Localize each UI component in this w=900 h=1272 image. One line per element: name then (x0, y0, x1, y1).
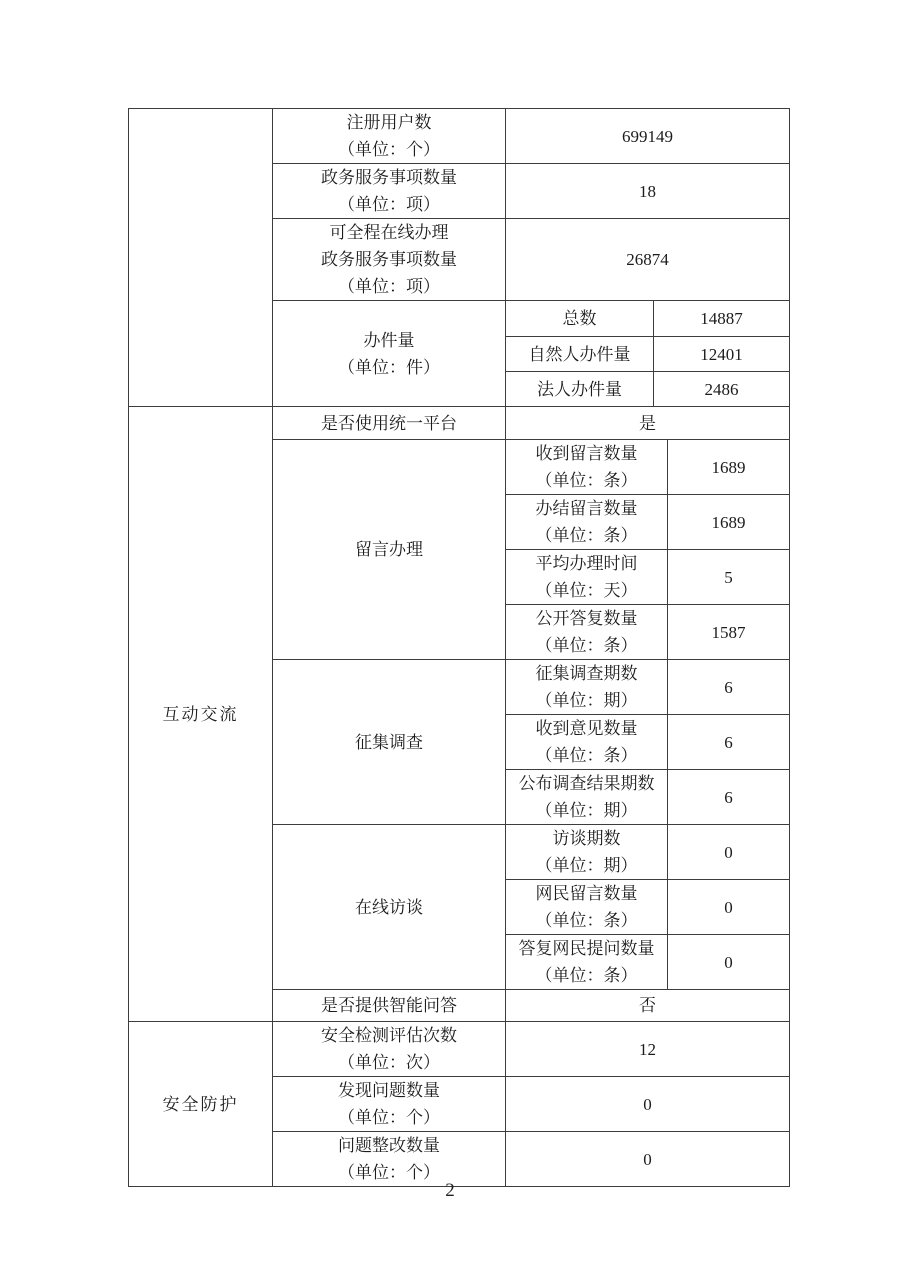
value-messages-received: 1689 (668, 440, 790, 495)
section-header-security: 安全防护 (129, 1022, 273, 1187)
label-line: 访谈期数 (552, 829, 621, 848)
label-unit-line: （单位：件） (338, 357, 440, 377)
label-line: 可全程在线办理 (329, 223, 449, 242)
label-line: 注册用户数 (346, 113, 432, 132)
sublabel-interview-issues (506, 825, 668, 880)
value-unified-platform: 是 (506, 407, 790, 440)
label-unified-platform: 是否使用统一平台 (273, 407, 506, 440)
label-line: 发现问题数量 (338, 1081, 440, 1100)
label-unit-line: （单位：条） (535, 636, 638, 655)
label-message-handling: 留言办理 (273, 440, 506, 660)
value-legal-person: 2486 (654, 372, 790, 407)
sublabel-average-handling-time (506, 550, 668, 605)
label-line: 答复网民提问数量 (518, 939, 655, 958)
label-unit-line: （单位：次） (338, 1053, 440, 1072)
value-average-handling-time: 5 (668, 550, 790, 605)
label-line: 问题整改数量 (338, 1136, 440, 1155)
sublabel-total: 总数 (506, 301, 654, 337)
table-row (129, 109, 790, 164)
sublabel-opinions-received (506, 715, 668, 770)
label-unit-line: （单位：个） (338, 1163, 440, 1182)
label-line: 公布调查结果期数 (518, 774, 655, 793)
label-unit-line: （单位：个） (338, 1108, 440, 1127)
label-problems-found (273, 1077, 506, 1132)
value-service-items: 18 (506, 164, 790, 219)
label-unit-line: （单位：条） (535, 526, 638, 545)
label-survey: 征集调查 (273, 660, 506, 825)
section-header-empty (129, 109, 273, 407)
sublabel-netizen-messages (506, 880, 668, 935)
sublabel-natural-person: 自然人办件量 (506, 337, 654, 372)
label-unit-line: （单位：天） (535, 581, 638, 600)
security-section-table (128, 1021, 790, 1187)
label-unit-line: （单位：期） (535, 856, 638, 875)
sublabel-public-replies (506, 605, 668, 660)
sublabel-messages-resolved (506, 495, 668, 550)
page-number: 2 (445, 1180, 455, 1201)
label-line: 政务服务事项数量 (321, 250, 457, 269)
value-total: 14887 (654, 301, 790, 337)
label-security-assessments (273, 1022, 506, 1077)
value-questions-answered: 0 (668, 935, 790, 990)
label-line: 安全检测评估次数 (321, 1026, 457, 1045)
value-public-replies: 1587 (668, 605, 790, 660)
value-survey-issues: 6 (668, 660, 790, 715)
label-line: 收到留言数量 (535, 444, 638, 463)
top-section-table (128, 108, 790, 407)
report-table (128, 108, 789, 1187)
value-problems-rectified: 0 (506, 1132, 790, 1187)
table-row (129, 1022, 790, 1077)
label-service-items (273, 164, 506, 219)
value-natural-person: 12401 (654, 337, 790, 372)
value-security-assessments: 12 (506, 1022, 790, 1077)
label-unit-line: （单位：项） (338, 195, 440, 214)
label-online-service-items (273, 219, 506, 301)
label-unit-line: （单位：期） (535, 691, 638, 710)
value-online-service-items: 26874 (506, 219, 790, 301)
value-registered-users: 699149 (506, 109, 790, 164)
table-row (129, 407, 790, 440)
value-netizen-messages: 0 (668, 880, 790, 935)
value-opinions-received: 6 (668, 715, 790, 770)
interaction-section-table (128, 406, 790, 1022)
label-unit-line: （单位：条） (535, 471, 638, 490)
label-unit-line: （单位：个） (338, 140, 440, 159)
label-unit-line: （单位：条） (535, 911, 638, 930)
value-interview-issues: 0 (668, 825, 790, 880)
label-line: 平均办理时间 (535, 554, 638, 573)
label-problems-rectified (273, 1132, 506, 1187)
label-line: 办结留言数量 (535, 499, 638, 518)
label-line: 政务服务事项数量 (321, 168, 457, 187)
sublabel-results-published (506, 770, 668, 825)
label-unit-line: （单位：条） (535, 966, 638, 985)
sublabel-questions-answered (506, 935, 668, 990)
sublabel-messages-received (506, 440, 668, 495)
value-messages-resolved: 1689 (668, 495, 790, 550)
label-interview: 在线访谈 (273, 825, 506, 990)
label-line: 征集调查期数 (535, 664, 638, 683)
label-registered-users (273, 109, 506, 164)
label-unit-line: （单位：条） (535, 746, 638, 765)
label-unit-line: （单位：项） (338, 277, 440, 296)
label-case-volume (273, 301, 506, 407)
label-line: 公开答复数量 (535, 609, 638, 628)
sublabel-legal-person: 法人办件量 (506, 372, 654, 407)
value-smart-qa: 否 (506, 990, 790, 1022)
value-results-published: 6 (668, 770, 790, 825)
section-header-interaction: 互动交流 (129, 407, 273, 1022)
label-line: 网民留言数量 (535, 884, 638, 903)
sublabel-survey-issues (506, 660, 668, 715)
label-smart-qa: 是否提供智能问答 (273, 990, 506, 1022)
label-unit-line: （单位：期） (535, 801, 638, 820)
value-problems-found: 0 (506, 1077, 790, 1132)
label-line: 办件量 (363, 330, 415, 350)
label-line: 收到意见数量 (535, 719, 638, 738)
